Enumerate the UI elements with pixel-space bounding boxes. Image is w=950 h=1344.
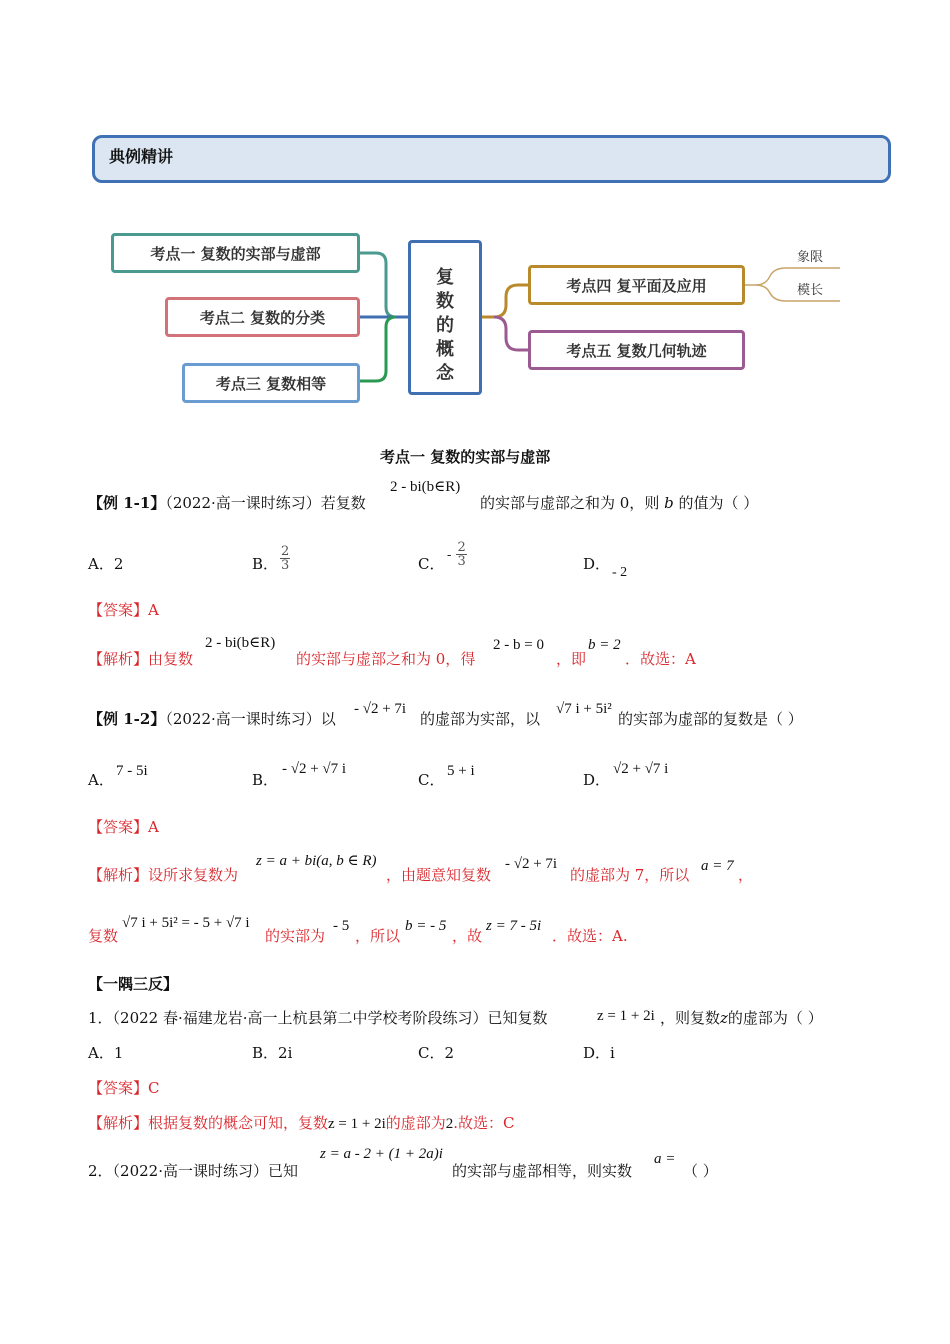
banner-title: 典例精讲 [109, 147, 174, 166]
ex2-analysis-line2-label: 复数 [88, 927, 119, 945]
ex2-analysis-mid: ，由题意知复数 [386, 866, 492, 884]
ex2-analysis-a: a = 7 [701, 858, 734, 874]
node-kaodian-4: 考点四 复平面及应用 [528, 265, 745, 305]
ex2-option-d: D． [583, 771, 611, 789]
ex2-expr1: - √2 + 7i [354, 701, 407, 717]
ex2-question-rest: 的实部为虚部的复数是（ ） [618, 710, 803, 728]
ex2-question: 【例 1-2】（2022·高一课时练习）以 [88, 710, 336, 728]
mindmap-center: 复 数 的 概 念 [408, 240, 482, 395]
ex1-analysis-label: 【解析】由复数 [88, 650, 194, 668]
ex2-analysis-label: 【解析】设所求复数为 [88, 866, 239, 884]
ex1-analysis-expr: 2 - bi(b∈R) [205, 635, 276, 651]
ex1-option-b-frac: $\frac{2}{3}$ [281, 544, 290, 573]
q2-var: a = [654, 1151, 676, 1167]
practice-title: 【一隅三反】 [88, 975, 179, 993]
q1-analysis: 【解析】根据复数的概念可知，复数z = 1 + 2i的虚部为2.故选：C [88, 1114, 515, 1132]
leaf-modulus: 模长 [797, 283, 824, 298]
ex1-analysis-mid: 的实部与虚部之和为 0，得 [296, 650, 476, 668]
ex1-expr: 2 - bi(b∈R) [390, 479, 461, 495]
q1-expr: z = 1 + 2i [597, 1008, 655, 1024]
q2-text-rest: 的实部与虚部相等，则实数 [452, 1162, 633, 1180]
ex2-analysis-end: ．故选：A. [552, 927, 628, 945]
ex1-option-b: B． [252, 555, 279, 573]
ex1-question: 【例 1-1】（2022·高一课时练习）若复数 [88, 494, 366, 512]
node-kaodian-1: 考点一 复数的实部与虚部 [111, 233, 360, 273]
ex2-analysis-z: z = a + bi(a, b ∈ R) [256, 853, 377, 869]
ex2-option-c: C． [418, 771, 445, 789]
node-kaodian-3: 考点三 复数相等 [182, 363, 360, 403]
q1-option-c: C．2 [418, 1044, 455, 1062]
ex2-analysis-z2: z = 7 - 5i [486, 918, 542, 934]
q1-option-d: D．i [583, 1044, 615, 1062]
ex2-option-a: A． [88, 771, 114, 789]
q1-text: 1．（2022 春·福建龙岩·高一上杭县第二中学校考阶段练习）已知复数 [88, 1009, 548, 1027]
ex2-option-a-value: 7 - 5i [116, 763, 148, 779]
ex1-analysis-end: ．故选：A [625, 650, 696, 668]
ex2-analysis-so: ，所以 [355, 927, 401, 945]
ex1-option-a: A．2 [88, 555, 124, 573]
ex2-analysis-neg5: - 5 [333, 918, 350, 934]
ex2-analysis-imag: 的虚部为 7，所以 [570, 866, 690, 884]
q2-paren: （ ） [683, 1162, 718, 1180]
ex1-analysis-comma: ，即 [556, 650, 587, 668]
q2-text: 2．（2022·高一课时练习）已知 [88, 1162, 298, 1180]
ex2-answer: 【答案】A [88, 818, 159, 836]
ex2-option-b: B． [252, 771, 279, 789]
ex1-option-d: D． [583, 555, 611, 573]
ex1-option-d-value: - 2 [612, 565, 628, 580]
q1-option-a: A．1 [88, 1044, 124, 1062]
ex2-analysis-real: 的实部为 [265, 927, 326, 945]
ex1-answer: 【答案】A [88, 601, 159, 619]
ex1-option-c-frac: - $\frac{2}{3}$ [447, 540, 466, 569]
ex2-analysis-b: b = - 5 [405, 918, 447, 934]
q1-option-b: B．2i [252, 1044, 293, 1062]
q1-answer: 【答案】C [88, 1079, 160, 1097]
ex2-option-d-value: √2 + √7 i [613, 761, 669, 777]
ex2-option-b-value: - √2 + √7 i [282, 761, 347, 777]
ex2-question-mid: 的虚部为实部，以 [420, 710, 541, 728]
q1-text-rest: ，则复数z的虚部为（ ） [660, 1009, 823, 1027]
ex1-analysis-eq2: b = 2 [588, 637, 621, 653]
ex1-analysis-eq1: 2 - b = 0 [493, 637, 544, 653]
ex2-option-c-value: 5 + i [447, 763, 475, 779]
ex2-analysis-comma: ， [738, 866, 754, 884]
node-kaodian-5: 考点五 复数几何轨迹 [528, 330, 745, 370]
q2-expr: z = a - 2 + (1 + 2a)i [320, 1146, 443, 1162]
section-title: 考点一 复数的实部与虚部 [380, 448, 551, 466]
ex2-analysis-line2-expr: √7 i + 5i² = - 5 + √7 i [122, 915, 250, 931]
ex2-expr2: √7 i + 5i² [556, 701, 612, 717]
ex1-option-c: C． [418, 555, 445, 573]
leaf-quadrant: 象限 [797, 250, 824, 265]
ex2-analysis-hence: ，故 [452, 927, 483, 945]
ex1-question-rest: 的实部与虚部之和为 0，则 b 的值为（ ） [480, 494, 759, 512]
node-kaodian-2: 考点二 复数的分类 [165, 297, 360, 337]
ex2-analysis-expr: - √2 + 7i [505, 856, 558, 872]
